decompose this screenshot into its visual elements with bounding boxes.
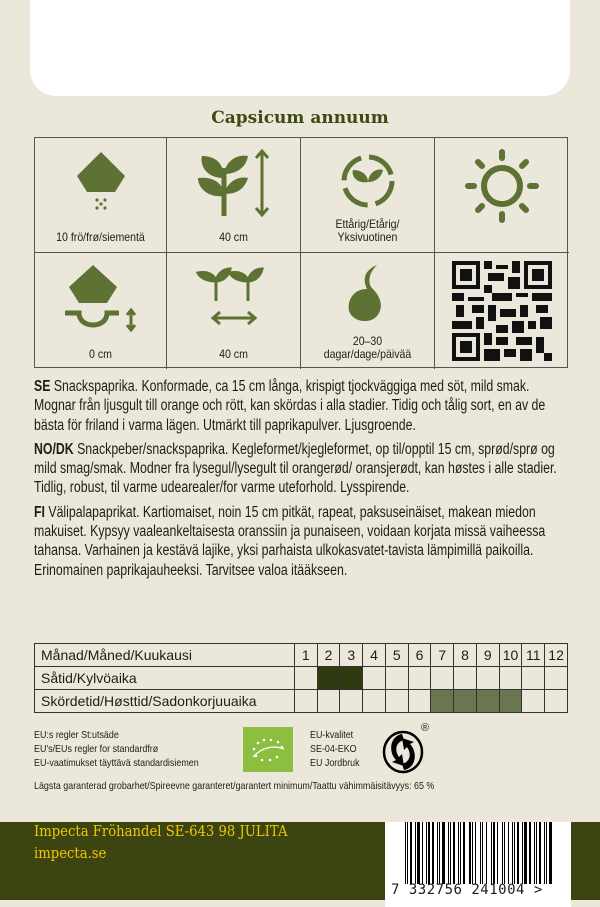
info-icon-grid bbox=[34, 137, 568, 368]
month-cell bbox=[431, 690, 454, 713]
qr-code-icon[interactable] bbox=[452, 261, 552, 361]
month-number: 10 bbox=[499, 644, 522, 667]
barcode-bar bbox=[517, 822, 519, 884]
barcode-bar bbox=[491, 822, 492, 884]
month-cell bbox=[317, 667, 340, 690]
barcode-bar bbox=[475, 822, 476, 884]
month-cell bbox=[522, 690, 545, 713]
company-address: Impecta Fröhandel SE-643 98 JULITA bbox=[34, 822, 288, 840]
calendar-row-label: Skördetid/Høsttid/Sadonkorjuuaika bbox=[35, 690, 295, 713]
lang-code: NO/DK bbox=[34, 440, 74, 458]
month-number: 1 bbox=[294, 644, 317, 667]
barcode-bar bbox=[508, 822, 509, 884]
germination-icon bbox=[333, 263, 403, 329]
barcode-bar bbox=[428, 822, 430, 884]
month-cell bbox=[363, 667, 386, 690]
sun-icon bbox=[462, 148, 542, 224]
packet-hang-tab bbox=[30, 0, 570, 96]
month-number: 3 bbox=[340, 644, 363, 667]
month-cell bbox=[294, 667, 317, 690]
month-cell bbox=[522, 667, 545, 690]
sowing-depth-cell bbox=[35, 253, 167, 369]
barcode-bar bbox=[529, 822, 531, 884]
barcode-bar bbox=[460, 822, 461, 884]
barcode-bar bbox=[546, 822, 547, 884]
registered-mark: ® bbox=[421, 722, 430, 734]
barcode-bar bbox=[458, 822, 459, 884]
description-text: Välipalapaprikat. Kartiomaiset, noin 15 cm pitkät, rapeat, paksuseinäiset, makean miedon makuiset. Kypsyy vaaleankeltaisesta oranssiin ja punaiseen, voidaan korjata missä vaiheessa tahansa. Varhainen ja kestävä lajike, yksi parhaista ulkokasvatet-tavista lämpimillä paikoilla. Erinomainen paprikajauheeksi. Tarvitsee valoa itääkseen. bbox=[34, 503, 546, 579]
month-cell bbox=[294, 690, 317, 713]
month-cell bbox=[499, 667, 522, 690]
seed-packet-icon bbox=[71, 148, 131, 218]
standard-seed-note bbox=[34, 728, 199, 770]
barcode-bar bbox=[486, 822, 488, 884]
seed-count: 10 frö/frø/siementä bbox=[56, 230, 145, 244]
standard-line: EU's/EUs regler for standardfrø bbox=[34, 743, 159, 755]
barcode-bar bbox=[439, 822, 440, 884]
barcode-bar bbox=[437, 822, 438, 884]
calendar-row bbox=[35, 690, 568, 713]
month-number: 2 bbox=[317, 644, 340, 667]
description-no-dk bbox=[34, 440, 568, 498]
barcode-bar bbox=[410, 822, 412, 884]
month-header: Månad/Måned/Kuukausi bbox=[35, 644, 295, 667]
month-number: 4 bbox=[363, 644, 386, 667]
barcode-bar bbox=[482, 822, 484, 884]
sowing-depth-icon bbox=[61, 263, 141, 333]
month-cell bbox=[340, 667, 363, 690]
sun-cell bbox=[435, 138, 569, 253]
barcode-bar bbox=[448, 822, 449, 884]
month-cell bbox=[454, 690, 477, 713]
lifecycle-cell bbox=[301, 138, 435, 253]
barcode-bar bbox=[493, 822, 496, 884]
barcode-bar bbox=[549, 822, 552, 884]
barcode-bar bbox=[504, 822, 506, 884]
month-cell bbox=[340, 690, 363, 713]
seed-count-cell bbox=[35, 138, 167, 253]
lang-code: FI bbox=[34, 503, 45, 521]
description-fi bbox=[34, 503, 568, 580]
calendar-row-label: Såtid/Kylvöaika bbox=[35, 667, 295, 690]
barcode-bar bbox=[512, 822, 513, 884]
lifecycle: Ettårig/Etårig/ Yksivuotinen bbox=[335, 217, 400, 244]
barcode-bar bbox=[534, 822, 535, 884]
barcode-bar bbox=[450, 822, 451, 884]
barcode-bar bbox=[426, 822, 427, 884]
description bbox=[34, 377, 568, 585]
barcode-bar bbox=[522, 822, 523, 884]
barcode-bar bbox=[442, 822, 445, 884]
lang-code: SE bbox=[34, 378, 51, 395]
footer-address bbox=[34, 820, 288, 864]
description-text: Snackspaprika. Konformade, ca 15 cm långa, krispigt tjockväggiga med söt, mild smak. Mognar från ljusgult till orange och rött, kan skördas i alla stadier. Tidig och tålig sort, en av de bästa för friland i varma lägen. Utmärkt till paprikapulver. Ljusgroende. bbox=[34, 378, 546, 434]
germination-days: 20–30 dagar/dage/päivää bbox=[323, 334, 412, 361]
barcode-bar bbox=[417, 822, 420, 884]
sowing-depth: 0 cm bbox=[89, 347, 112, 361]
month-cell bbox=[317, 690, 340, 713]
plant-height-icon bbox=[194, 148, 274, 218]
standard-line: EU:s regler St:utsäde bbox=[34, 729, 119, 741]
standard-line: EU-vaatimukset täyttävä standardisiemen bbox=[34, 757, 199, 769]
barcode-bar bbox=[480, 822, 481, 884]
barcode-bar bbox=[469, 822, 472, 884]
month-cell bbox=[385, 667, 408, 690]
month-number: 9 bbox=[476, 644, 499, 667]
plant-height-cell bbox=[167, 138, 301, 253]
barcode-bar bbox=[539, 822, 541, 884]
barcode-bar bbox=[536, 822, 537, 884]
month-number: 7 bbox=[431, 644, 454, 667]
barcode-number: 7 332756 241004 > bbox=[391, 882, 543, 898]
latin-name: Capsicum annuum bbox=[211, 108, 389, 128]
barcode-bar bbox=[463, 822, 465, 884]
barcode-bars bbox=[405, 822, 555, 884]
month-cell bbox=[545, 690, 568, 713]
barcode-bar bbox=[472, 822, 473, 884]
month-cell bbox=[385, 690, 408, 713]
barcode-bar bbox=[407, 822, 408, 884]
germination-cell bbox=[301, 253, 435, 369]
barcode-bar bbox=[432, 822, 434, 884]
barcode-bar bbox=[453, 822, 455, 884]
plant-spacing: 40 cm bbox=[219, 347, 248, 361]
eu-leaf-stars-icon bbox=[248, 735, 288, 765]
germination-guarantee: Lägsta garanterad grobarhet/Spireevne garanteret/garantert minimum/Taattu vähimmäisitävyys: 65 % bbox=[34, 780, 435, 792]
month-cell bbox=[408, 690, 431, 713]
growing-calendar bbox=[34, 643, 568, 713]
eco-line: EU Jordbruk bbox=[310, 757, 360, 769]
month-cell bbox=[363, 690, 386, 713]
barcode-bar bbox=[497, 822, 498, 884]
barcode-bar bbox=[524, 822, 527, 884]
month-cell bbox=[431, 667, 454, 690]
month-cell bbox=[545, 667, 568, 690]
month-cell bbox=[454, 667, 477, 690]
month-cell bbox=[476, 667, 499, 690]
month-number: 8 bbox=[454, 644, 477, 667]
barcode-bar bbox=[502, 822, 503, 884]
barcode-bar bbox=[544, 822, 545, 884]
month-cell bbox=[499, 690, 522, 713]
annual-cycle-icon bbox=[333, 148, 403, 214]
barcode bbox=[385, 822, 571, 907]
plant-spacing-cell bbox=[167, 253, 301, 369]
plant-spacing-icon bbox=[194, 263, 274, 333]
eco-line: SE-04-EKO bbox=[310, 743, 357, 755]
qr-cell bbox=[435, 253, 569, 369]
description-text: Snackpeber/snackspaprika. Kegleformet/kjegleformet, op til/opptil 15 cm, sprød/sprø og mild smag/smak. Modner fra lysegul/lysegult til orangerød/ oransjerødt, kan høstes i alle stadier. Tidlig, robust, til varme udearealer/for varme uteforhold. Lysspirende. bbox=[34, 440, 557, 497]
barcode-bar bbox=[405, 822, 406, 884]
calendar-row bbox=[35, 667, 568, 690]
month-number: 5 bbox=[385, 644, 408, 667]
barcode-bar bbox=[415, 822, 416, 884]
month-cell bbox=[408, 667, 431, 690]
calendar-header-row bbox=[35, 644, 568, 667]
website-link[interactable]: impecta.se bbox=[34, 844, 107, 862]
month-number: 11 bbox=[522, 644, 545, 667]
description-se bbox=[34, 377, 568, 435]
eco-line: EU-kvalitet bbox=[310, 729, 354, 741]
plant-height: 40 cm bbox=[219, 230, 248, 244]
barcode-bar bbox=[422, 822, 423, 884]
barcode-bar bbox=[514, 822, 515, 884]
month-number: 12 bbox=[545, 644, 568, 667]
month-number: 6 bbox=[408, 644, 431, 667]
month-cell bbox=[476, 690, 499, 713]
eu-organic-logo bbox=[243, 727, 293, 772]
eco-certification bbox=[310, 728, 360, 770]
